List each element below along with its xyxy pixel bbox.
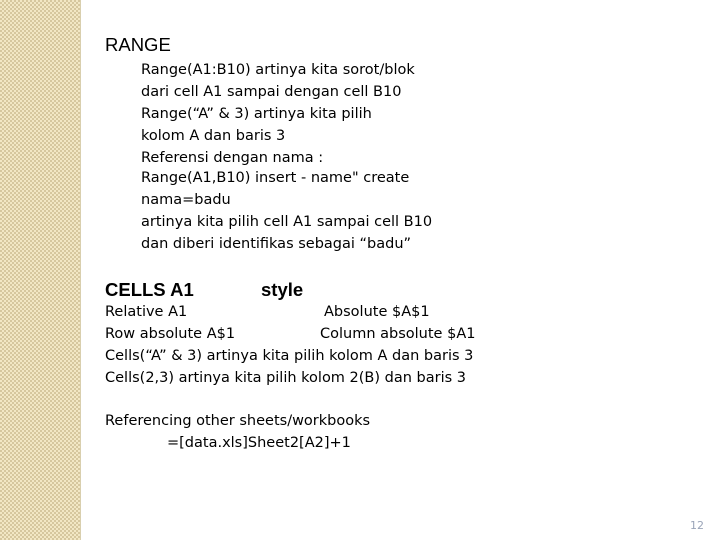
range-line-2: dari cell A1 sampai dengan cell B10: [141, 84, 402, 100]
row-absolute-reference: Row absolute A$1: [105, 326, 236, 342]
cells-line-2: Cells(2,3) artinya kita pilih kolom 2(B) dan baris 3: [105, 370, 466, 386]
range-line-7: nama=badu: [141, 192, 231, 208]
decorative-side-band: [0, 0, 80, 540]
range-line-6: Range(A1,B10) insert - name" create: [141, 170, 410, 186]
range-line-5: Referensi dengan nama :: [141, 150, 324, 166]
column-absolute-reference: Column absolute $A1: [320, 326, 476, 342]
relative-reference: Relative A1: [105, 304, 188, 320]
range-heading: RANGE: [105, 34, 171, 55]
range-line-3: Range(“A” & 3) artinya kita pilih: [141, 106, 372, 122]
range-line-4: kolom A dan baris 3: [141, 128, 286, 144]
referencing-heading: Referencing other sheets/workbooks: [105, 413, 371, 429]
absolute-reference: Absolute $A$1: [324, 304, 430, 320]
range-line-1: Range(A1:B10) artinya kita sorot/blok: [141, 62, 415, 78]
referencing-formula: =[data.xls]Sheet2[A2]+1: [167, 435, 351, 451]
side-band-divider: [80, 0, 81, 540]
page-number: 12: [690, 519, 704, 532]
cells-line-1: Cells(“A” & 3) artinya kita pilih kolom A dan baris 3: [105, 348, 474, 364]
range-line-9: dan diberi identifikas sebagai “badu”: [141, 236, 412, 252]
style-heading: style: [261, 279, 304, 300]
cells-heading: CELLS A1: [105, 279, 194, 300]
range-line-8: artinya kita pilih cell A1 sampai cell B10: [141, 214, 433, 230]
